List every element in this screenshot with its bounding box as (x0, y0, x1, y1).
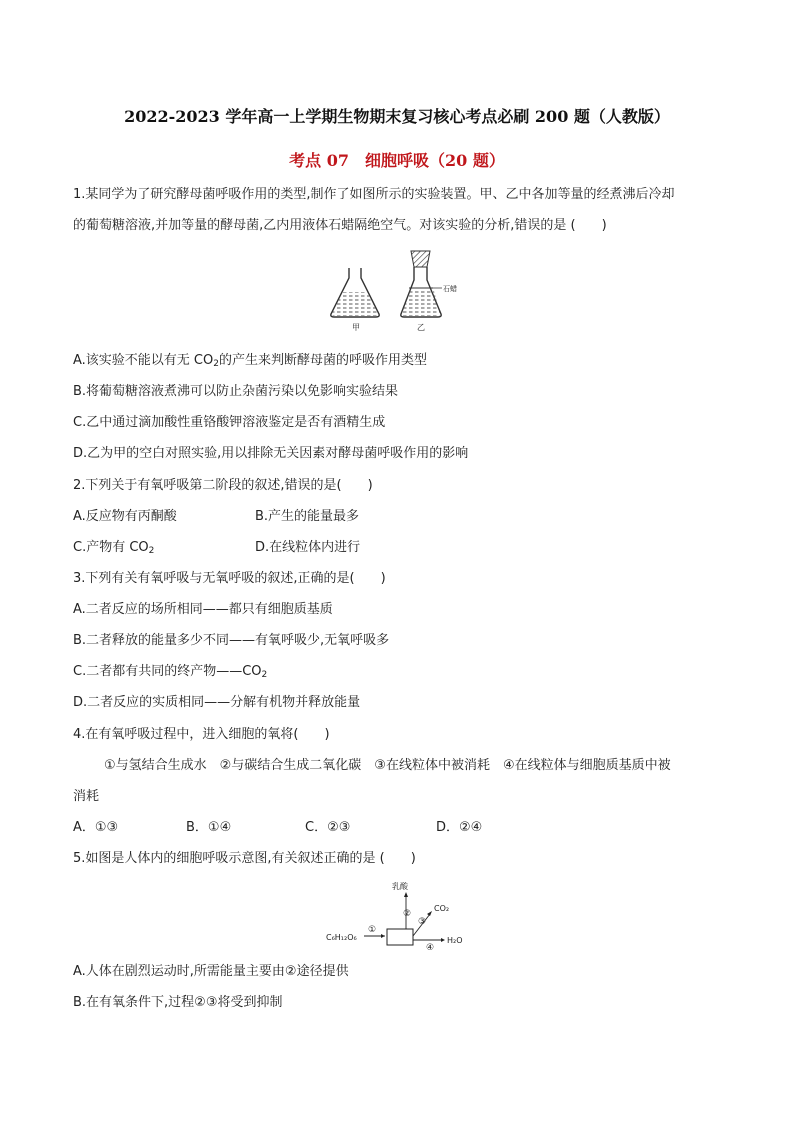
page-title: 2022-2023 学年高一上学期生物期末复习核心考点必刷 200 题（人教版） (124, 107, 670, 126)
q4-option-d: D．②④ (436, 820, 483, 835)
lactic-label: 乳酸 (392, 882, 408, 891)
q3-stem: 3.下列有关有氧呼吸与无氧呼吸的叙述,正确的是( ) (73, 571, 386, 586)
h2o-label: H₂O (447, 936, 463, 945)
q5-option-b: B.在有氧条件下,过程②③将受到抑制 (73, 995, 283, 1010)
q3-option-c: C.二者都有共同的终产物$——CO_2$ (73, 664, 268, 680)
q2-option-c: C.产物有 $CO_2$ (73, 540, 155, 556)
q3-option-d: D.二者反应的实质相同——分解有机物并释放能量 (73, 695, 361, 710)
arrow-4-head (441, 938, 445, 942)
q1-option-b: B.将葡萄糖溶液煮沸可以防止杂菌污染以免影响实验结果 (73, 384, 399, 399)
q4-items: ①与氢结合生成水 ②与碳结合生成二氧化碳 ③在线粒体中被消耗 ④在线粒体与细胞质基质中被 (104, 758, 671, 773)
q4-option-c: C．②③ (305, 820, 351, 835)
co2-label: CO₂ (434, 904, 450, 913)
q1-option-a: A.该实验不能以有无 $CO_2$的产生来判断酵母菌的呼吸作用类型 (73, 353, 427, 369)
q2-option-b: B.产生的能量最多 (255, 509, 360, 524)
arrow-3-head (427, 911, 432, 916)
q1-stem-line2: 的葡萄糖溶液,并加等量的酵母菌,乙内用液体石蜡隔绝空气。对该实验的分析,错误的是 ( ) (73, 218, 607, 233)
step4-num: ④ (426, 943, 435, 950)
wax-label: 石蜡 (443, 285, 457, 293)
flask-jia-label: 甲 (352, 323, 360, 332)
arrow-1-head (381, 934, 385, 938)
q1-option-d: D.乙为甲的空白对照实验,用以排除无关因素对酵母菌呼吸作用的影响 (73, 446, 469, 461)
section-subtitle: 考点 07 细胞呼吸（20 题） (289, 151, 505, 170)
q3-option-a: A.二者反应的场所相同——都只有细胞质基质 (73, 602, 333, 617)
step1-num: ① (368, 925, 377, 935)
arrow-2-head (404, 892, 408, 897)
q4-option-a: A．①③ (73, 820, 119, 835)
reactant-label: C₆H₁₂O₆ (326, 933, 357, 942)
q5-option-a: A.人体在剧烈运动时,所需能量主要由②途径提供 (73, 964, 349, 979)
q4-option-b: B．①④ (186, 820, 232, 835)
flask-yi-label: 乙 (417, 323, 425, 332)
q1-stem-line1: 1.某同学为了研究酵母菌呼吸作用的类型,制作了如图所示的实验装置。甲、乙中各加等量的经煮沸后冷却 (73, 187, 675, 202)
flask-jia (331, 268, 379, 317)
q4-stem: 4.在有氧呼吸过程中，进入细胞的氧将( ) (73, 727, 330, 742)
step3-num: ③ (418, 917, 427, 927)
step2-num: ② (403, 909, 412, 919)
respiration-diagram (326, 878, 476, 950)
process-box (387, 929, 413, 945)
q4-items-cont: 消耗 (73, 789, 100, 804)
q2-option-a: A.反应物有丙酮酸 (73, 509, 177, 524)
q2-option-d: D.在线粒体内进行 (255, 540, 361, 555)
flask-yi (401, 251, 442, 317)
flask-apparatus-figure (325, 250, 475, 335)
q1-option-c: C.乙中通过滴加酸性重铬酸钾溶液鉴定是否有酒精生成 (73, 415, 386, 430)
q3-option-b: B.二者释放的能量多少不同——有氧呼吸少,无氧呼吸多 (73, 633, 390, 648)
q5-stem: 5.如图是人体内的细胞呼吸示意图,有关叙述正确的是 ( ) (73, 851, 416, 866)
q2-stem: 2.下列关于有氧呼吸第二阶段的叙述,错误的是( ) (73, 478, 373, 493)
